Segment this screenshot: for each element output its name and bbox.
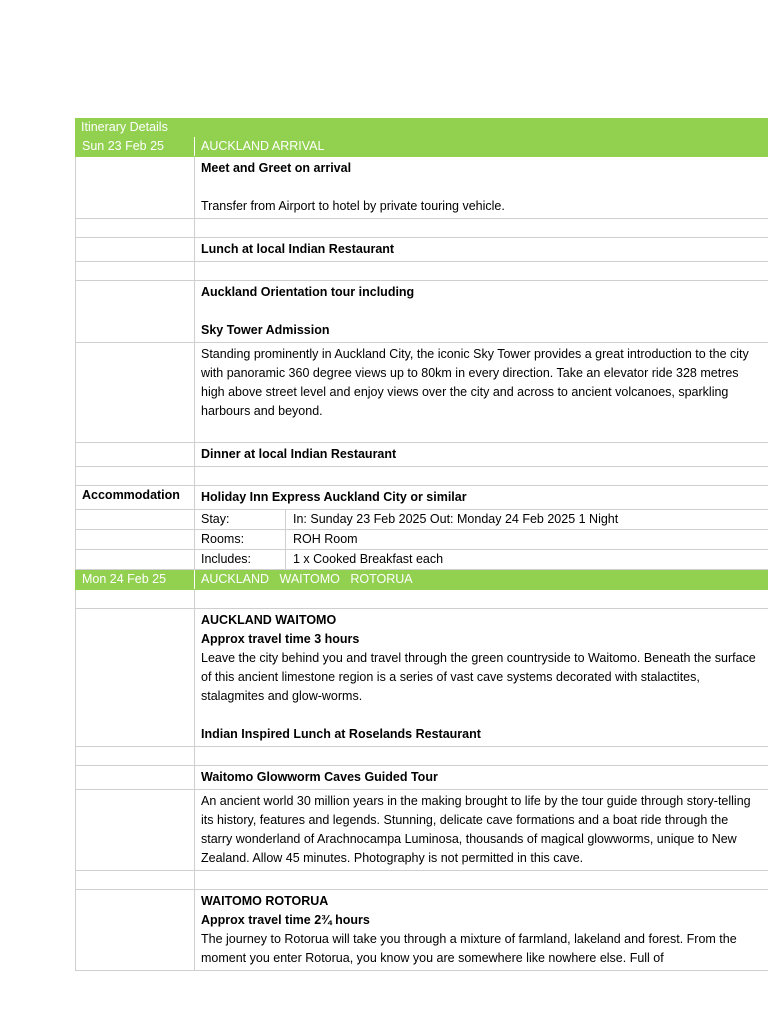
accommodation-label: Accommodation — [76, 486, 195, 509]
day-date: Mon 24 Feb 25 — [76, 570, 195, 589]
activity-text: Leave the city behind you and travel through the green countryside to Waitomo. Beneath the surface of this ancient limestone region is a series of vast cave systems decorated with stalactites, stalagmites and glow-worms. — [201, 651, 756, 703]
itinerary-title: Itinerary Details — [75, 118, 768, 137]
itinerary-table — [75, 118, 768, 971]
includes-row — [75, 550, 768, 570]
activity-subtitle: Sky Tower Admission — [201, 323, 330, 337]
activity-title: Indian Inspired Lunch at Roselands Restaurant — [201, 727, 481, 741]
includes-value: 1 x Cooked Breakfast each — [293, 552, 444, 566]
table-row — [75, 609, 768, 747]
spacer-row — [75, 219, 768, 238]
activity-title: Auckland Orientation tour including — [201, 285, 415, 299]
spacer-row — [75, 262, 768, 281]
activity-text: An ancient world 30 million years in the making brought to life by the tour guide through story-telling its history, features and legends. Stunning, delicate cave formations and a boat ride through the starry wonderland of Arachnocampa Luminosa, thousands of magical glowworms, unique to New Zealand. Allow 45 minutes. Photography is not permitted in this cave. — [201, 794, 751, 865]
day-date: Sun 23 Feb 25 — [76, 137, 195, 156]
leg-title: AUCKLAND WAITOMO — [201, 613, 337, 627]
spacer-row — [75, 747, 768, 766]
table-row — [75, 281, 768, 343]
activity-title: Dinner at local Indian Restaurant — [201, 447, 397, 461]
leg-title: WAITOMO ROTORUA — [201, 894, 329, 908]
activity-text: Transfer from Airport to hotel by private touring vehicle. — [201, 199, 505, 213]
table-row — [75, 238, 768, 262]
table-row — [75, 443, 768, 467]
rooms-row — [75, 530, 768, 550]
activity-title: Waitomo Glowworm Caves Guided Tour — [201, 770, 438, 784]
day-route: AUCKLAND ARRIVAL — [201, 139, 325, 153]
table-row — [75, 790, 768, 871]
day-route: AUCKLAND WAITOMO ROTORUA — [201, 572, 413, 586]
activity-text: Standing prominently in Auckland City, the iconic Sky Tower provides a great introduction to the city with panoramic 360 degree views up to 80km in every direction. Take an elevator ride 328 metres high above street level and enjoy views over the city and across to ancient volcanoes, sparkling harbours and beyond. — [201, 347, 749, 418]
travel-time: Approx travel time 3 hours — [201, 632, 360, 646]
stay-row — [75, 510, 768, 530]
activity-title: Meet and Greet on arrival — [201, 161, 352, 175]
table-row — [75, 766, 768, 790]
day-header-row — [75, 137, 768, 157]
spacer-row — [75, 467, 768, 486]
accommodation-row — [75, 486, 768, 510]
table-row — [75, 890, 768, 971]
rooms-label: Rooms: — [195, 530, 286, 549]
hotel-name: Holiday Inn Express Auckland City or similar — [201, 490, 467, 504]
day-header-row — [75, 570, 768, 590]
spacer-row — [75, 590, 768, 609]
includes-label: Includes: — [195, 550, 286, 569]
activity-title: Lunch at local Indian Restaurant — [201, 242, 395, 256]
table-row — [75, 343, 768, 443]
table-row — [75, 157, 768, 219]
stay-value: In: Sunday 23 Feb 2025 Out: Monday 24 Feb 2025 1 Night — [293, 512, 619, 526]
travel-time: Approx travel time 2¾ hours — [201, 913, 370, 927]
rooms-value: ROH Room — [293, 532, 358, 546]
spacer-row — [75, 871, 768, 890]
activity-text: The journey to Rotorua will take you through a mixture of farmland, lakeland and forest. From the moment you enter Rotorua, you know you are somewhere like nowhere else. Full of — [201, 932, 737, 965]
stay-label: Stay: — [195, 510, 286, 529]
